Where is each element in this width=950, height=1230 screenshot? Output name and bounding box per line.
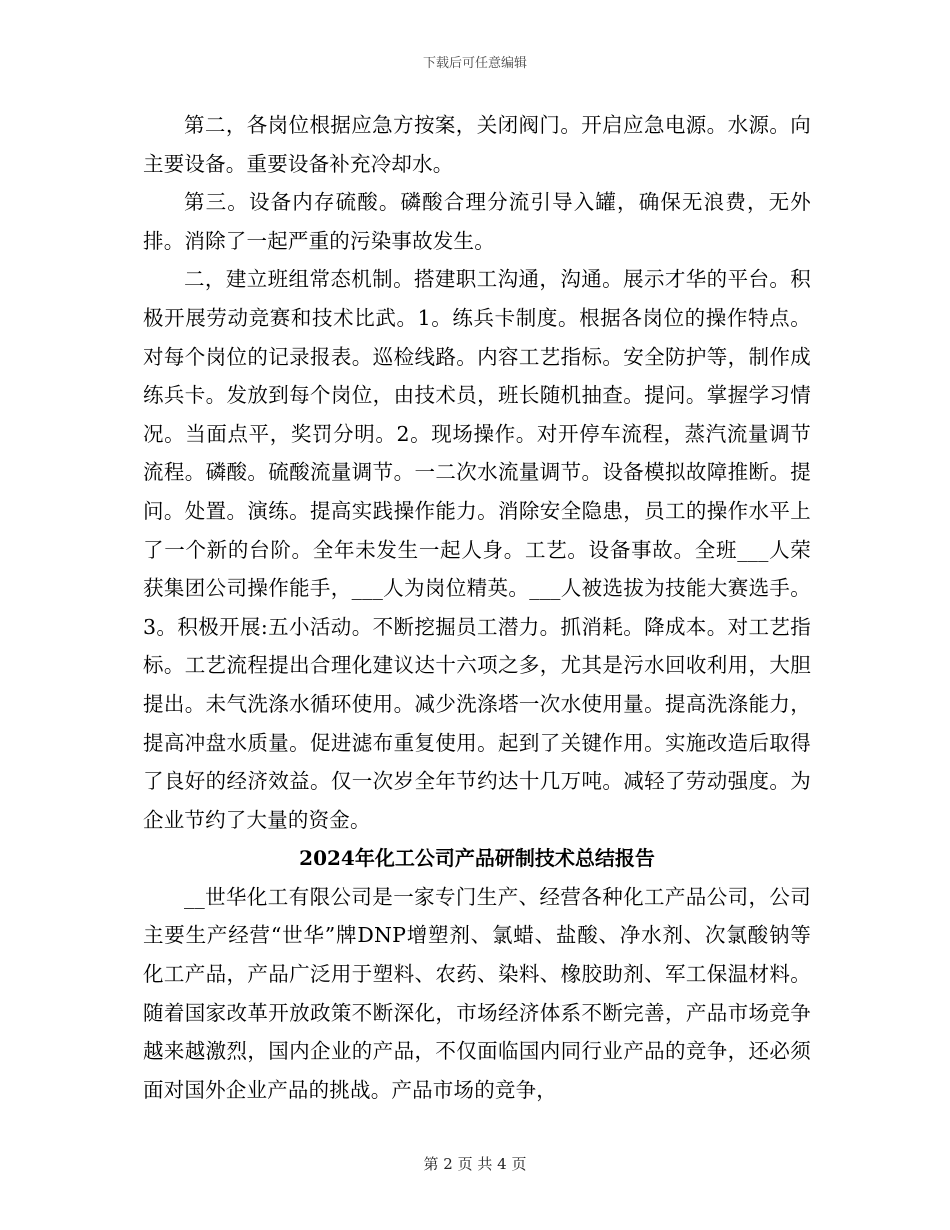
- paragraph-company-intro: __世华化工有限公司是一家专门生产、经营各种化工产品公司，公司主要生产经营“世华”牌DNP增塑剂、氯蜡、盐酸、净水剂、次氯酸钠等化工产品，产品广泛用于塑料、农药、染料、橡胶助剂、军工保温材料。随着国家改革开放政策不断深化，市场经济体系不断完善，产品市场竞争越来越激烈，国内企业的产品，不仅面临国内同行业产品的竞争，还必须面对国外企业产品的挑战。产品市场的竞争，: [143, 884, 811, 1102]
- paragraph-team-mechanism: 二，建立班组常态机制。搭建职工沟通，沟通。展示才华的平台。积极开展劳动竞赛和技术比武。1。练兵卡制度。根据各岗位的操作特点。对每个岗位的记录报表。巡检线路。内容工艺指标。安全防护等，制作成练兵卡。发放到每个岗位，由技术员，班长随机抽查。提问。掌握学习情况。当面点平，奖罚分明。2。现场操作。对开停车流程，蒸汽流量调节流程。磷酸。硫酸流量调节。一二次水流量调节。设备模拟故障推断。提问。处置。演练。提高实践操作能力。消除安全隐患，员工的操作水平上了一个新的台阶。全年未发生一起人身。工艺。设备事故。全班___人荣获集团公司操作能手，___人为岗位精英。___人被选拔为技能大赛选手。3。积极开展:五小活动。不断挖掘员工潜力。抓消耗。降成本。对工艺指标。工艺流程提出合理化建议达十六项之多，尤其是污水回收利用，大胆提出。未气洗涤水循环使用。减少洗涤塔一次水使用量。提高洗涤能力，提高冲盘水质量。促进滤布重复使用。起到了关键作用。实施改造后取得了良好的经济效益。仅一次岁全年节约达十几万吨。减轻了劳动强度。为企业节约了大量的资金。: [143, 267, 811, 832]
- paragraph-emergency-step-three: 第三。设备内存硫酸。磷酸合理分流引导入罐，确保无浪费，无外排。消除了一起严重的污染事故发生。: [143, 190, 811, 253]
- paragraph-emergency-step-two: 第二，各岗位根据应急方按案，关闭阀门。开启应急电源。水源。向主要设备。重要设备补充冷却水。: [143, 113, 811, 176]
- page-number: 第 2 页 共 4 页: [423, 1155, 527, 1173]
- page-header-note: 下载后可任意编辑: [422, 56, 527, 71]
- document-body: [143, 106, 811, 1109]
- section-title: 2024年化工公司产品研制技术总结报告: [299, 846, 655, 871]
